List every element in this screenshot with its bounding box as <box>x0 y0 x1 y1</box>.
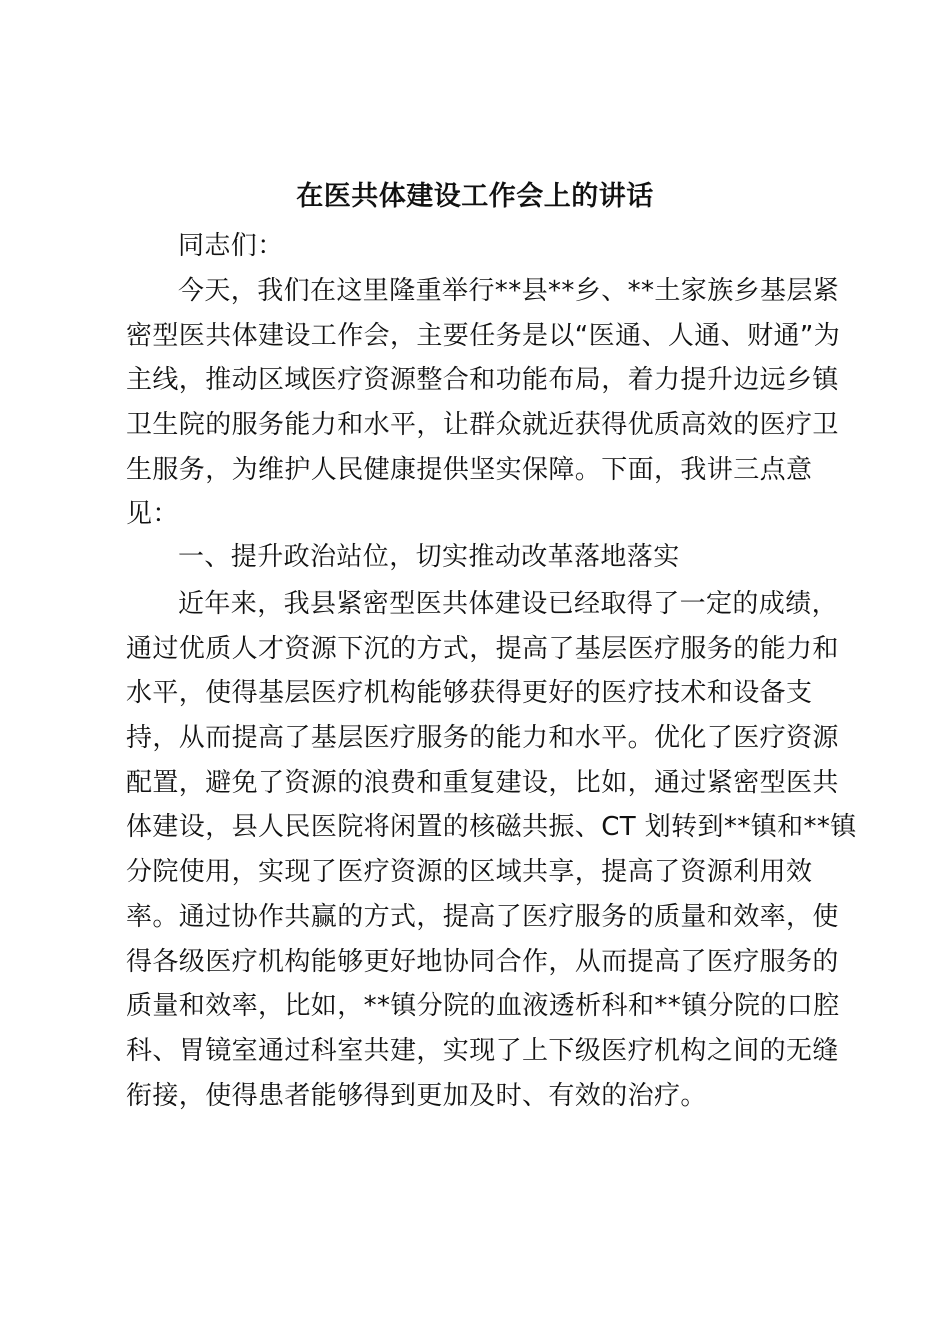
paragraph-line: 持，从而提高了基层医疗服务的能力和水平。优化了医疗资源 <box>126 723 839 754</box>
intro-paragraph <box>126 269 841 537</box>
paragraph-line: 近年来，我县紧密型医共体建设已经取得了一定的成绩， <box>178 589 839 619</box>
paragraph-line: 科、胃镜室通过科室共建，实现了上下级医疗机构之间的无缝 <box>126 1035 839 1066</box>
paragraph-line: 水平，使得基层医疗机构能够获得更好的医疗技术和设备支 <box>126 678 813 709</box>
paragraph-line: 主线，推动区域医疗资源整合和功能布局，着力提升边远乡镇 <box>126 365 839 396</box>
section-heading: 一、提升政治站位，切实推动改革落地落实 <box>178 542 680 572</box>
paragraph-line: 质量和效率，比如，**镇分院的血液透析科和**镇分院的口腔 <box>126 991 840 1022</box>
paragraph-line: 今天，我们在这里隆重举行**县**乡、**土家族乡基层紧 <box>178 276 840 306</box>
paragraph-line: 见： <box>126 499 179 530</box>
section-one-paragraph <box>126 582 857 1118</box>
paragraph-line: 得各级医疗机构能够更好地协同合作，从而提高了医疗服务的 <box>126 946 839 977</box>
paragraph-line: 密型医共体建设工作会，主要任务是以“医通、人通、财通”为 <box>126 320 841 351</box>
paragraph-line: 衔接，使得患者能够得到更加及时、有效的治疗。 <box>126 1080 707 1111</box>
paragraph-line: 体建设，县人民医院将闲置的核磁共振、CT 划转到**镇和**镇 <box>126 812 857 843</box>
paragraph-line: 率。通过协作共赢的方式，提高了医疗服务的质量和效率，使 <box>126 901 839 932</box>
paragraph-line: 生服务，为维护人民健康提供坚实保障。下面，我讲三点意 <box>126 454 813 485</box>
paragraph-line: 卫生院的服务能力和水平，让群众就近获得优质高效的医疗卫 <box>126 410 839 441</box>
paragraph-line: 分院使用，实现了医疗资源的区域共享，提高了资源利用效 <box>126 857 813 888</box>
paragraph-line: 配置，避免了资源的浪费和重复建设，比如，通过紧密型医共 <box>126 767 839 798</box>
paragraph-line: 通过优质人才资源下沉的方式，提高了基层医疗服务的能力和 <box>126 633 839 664</box>
salutation: 同志们： <box>178 231 284 261</box>
document-title: 在医共体建设工作会上的讲话 <box>296 181 654 212</box>
